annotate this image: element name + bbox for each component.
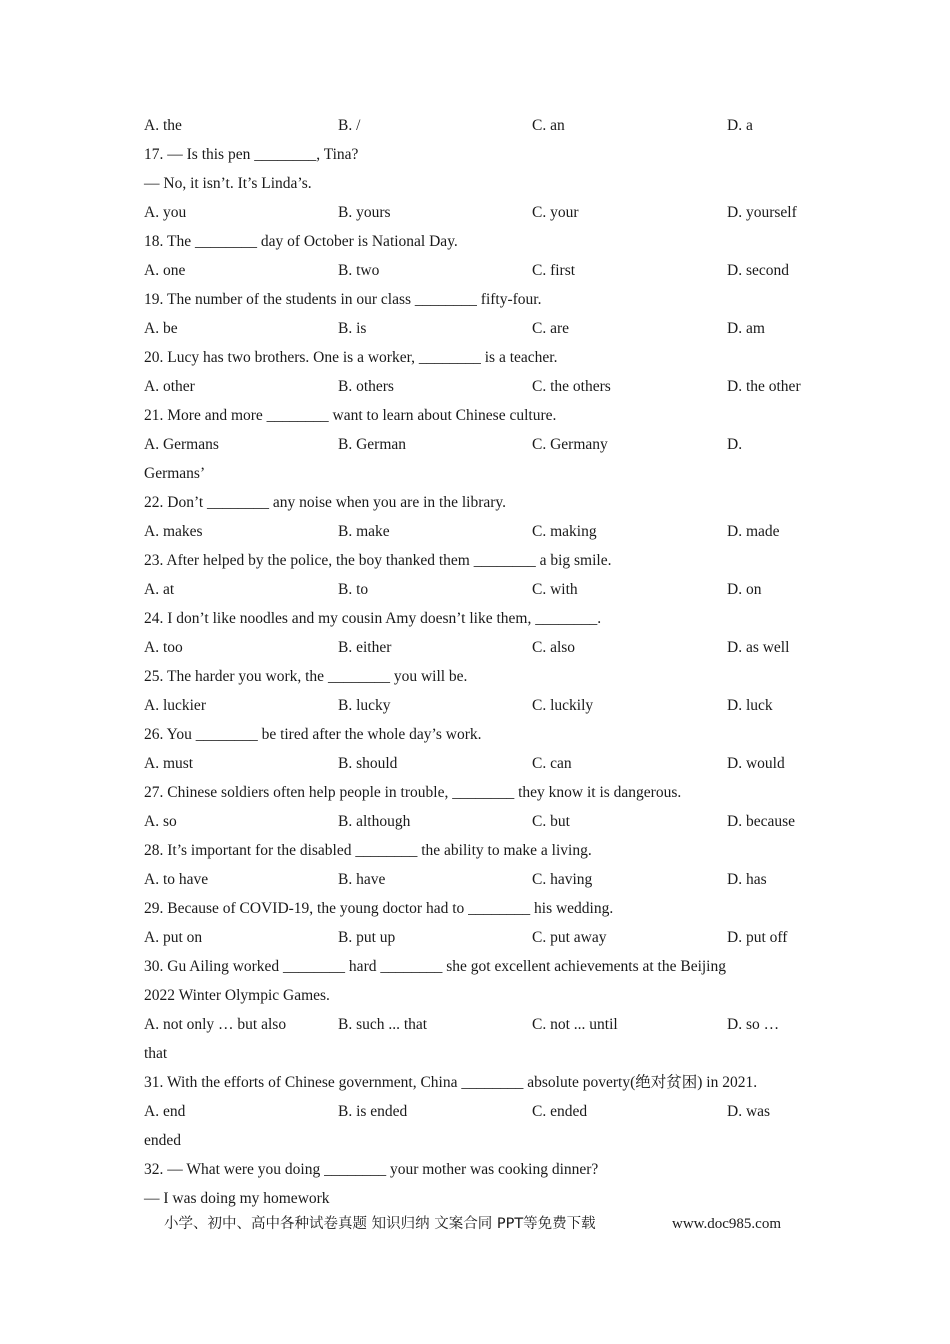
answer-option: B. is (338, 320, 367, 337)
text-line: 27. Chinese soldiers often help people in trouble, ________ they know it is dangerous. (144, 784, 682, 801)
answer-option: D. yourself (727, 204, 797, 221)
answer-option: B. to (338, 581, 369, 598)
text-line: 30. Gu Ailing worked ________ hard ________ she got excellent achievements at the Beijing (144, 958, 726, 975)
answer-option: C. ended (532, 1103, 588, 1120)
text-line: 32. — What were you doing ________ your mother was cooking dinner? (144, 1161, 599, 1178)
text-line: 22. Don’t ________ any noise when you are in the library. (144, 494, 507, 511)
answer-option: D. as well (727, 639, 790, 656)
answer-option: D. luck (727, 697, 773, 714)
answer-option: B. either (338, 639, 392, 656)
answer-option: C. an (532, 117, 565, 134)
answer-option: C. with (532, 581, 578, 598)
answer-option: A. the (144, 117, 182, 134)
answer-option: C. Germany (532, 436, 608, 453)
answer-option: D. would (727, 755, 785, 772)
option-row (144, 314, 814, 343)
answer-option: A. luckier (144, 697, 206, 714)
answer-option: D. a (727, 117, 753, 134)
option-row (144, 691, 814, 720)
text-line: 25. The harder you work, the ________ you will be. (144, 668, 468, 685)
text-line: 23. After helped by the police, the boy thanked them ________ a big smile. (144, 552, 612, 569)
text-line: 17. — Is this pen ________, Tina? (144, 146, 359, 163)
answer-option: C. the others (532, 378, 611, 395)
answer-option: C. are (532, 320, 570, 337)
option-row (144, 749, 814, 778)
answer-option: A. one (144, 262, 186, 279)
answer-option: B. make (338, 523, 390, 540)
text-line: 19. The number of the students in our class ________ fifty-four. (144, 291, 542, 308)
answer-option: D. (727, 436, 743, 453)
text-line: 28. It’s important for the disabled ________ the ability to make a living. (144, 842, 592, 859)
text-line: 26. You ________ be tired after the whole day’s work. (144, 726, 482, 743)
option-row (144, 111, 814, 140)
answer-option: A. at (144, 581, 175, 598)
answer-option: B. German (338, 436, 407, 453)
answer-option: B. should (338, 755, 398, 772)
option-row (144, 372, 814, 401)
text-line: Germans’ (144, 465, 206, 482)
document-body (144, 111, 814, 1213)
text-line: that (144, 1045, 168, 1062)
answer-option: B. lucky (338, 697, 391, 714)
page-footer (164, 1209, 804, 1239)
answer-option: D. the other (727, 378, 801, 395)
option-row (144, 517, 814, 546)
answer-option: A. end (144, 1103, 186, 1120)
answer-option: B. have (338, 871, 386, 888)
answer-option: C. also (532, 639, 576, 656)
text-line: 2022 Winter Olympic Games. (144, 987, 330, 1004)
answer-option: C. first (532, 262, 576, 279)
answer-option: A. Germans (144, 436, 219, 453)
text-line: 20. Lucy has two brothers. One is a worker, ________ is a teacher. (144, 349, 558, 366)
option-row (144, 198, 814, 227)
text-line: 21. More and more ________ want to learn about Chinese culture. (144, 407, 557, 424)
option-row (144, 807, 814, 836)
option-row (144, 575, 814, 604)
text-line: 29. Because of COVID-19, the young doctor had to ________ his wedding. (144, 900, 614, 917)
answer-option: A. you (144, 204, 187, 221)
answer-option: C. not ... until (532, 1016, 618, 1033)
answer-option: B. others (338, 378, 394, 395)
footer-website-link[interactable]: www.doc985.com (672, 1216, 782, 1232)
answer-option: D. put off (727, 929, 788, 946)
answer-option: A. put on (144, 929, 203, 946)
option-row (144, 923, 814, 952)
answer-option: C. luckily (532, 697, 594, 714)
text-line: 18. The ________ day of October is National Day. (144, 233, 458, 250)
answer-option: D. second (727, 262, 789, 279)
text-line: 24. I don’t like noodles and my cousin Amy doesn’t like them, ________. (144, 610, 602, 627)
answer-option: A. makes (144, 523, 203, 540)
option-row (144, 1097, 814, 1126)
answer-option: B. is ended (338, 1103, 408, 1120)
text-line: 31. With the efforts of Chinese government, China ________ absolute poverty(绝对贫困) in 2021. (144, 1074, 758, 1091)
answer-option: C. your (532, 204, 579, 221)
answer-option: A. to have (144, 871, 209, 888)
answer-option: B. although (338, 813, 411, 830)
text-line: — I was doing my homework (144, 1190, 330, 1207)
option-row (144, 865, 814, 894)
answer-option: C. put away (532, 929, 607, 946)
answer-option: A. not only … but also (144, 1016, 287, 1033)
answer-option: C. making (532, 523, 597, 540)
answer-option: A. so (144, 813, 177, 830)
answer-option: B. two (338, 262, 380, 279)
footer-ad-text: 小学、初中、高中各种试卷真题 知识归纳 文案合同 PPT等免费下载 (164, 1216, 596, 1232)
answer-option: A. too (144, 639, 183, 656)
answer-option: D. on (727, 581, 762, 598)
answer-option: A. other (144, 378, 195, 395)
answer-option: B. such ... that (338, 1016, 428, 1033)
answer-option: A. be (144, 320, 178, 337)
answer-option: D. has (727, 871, 767, 888)
answer-option: D. was (727, 1103, 771, 1120)
answer-option: A. must (144, 755, 194, 772)
option-row (144, 633, 814, 662)
answer-option: B. / (338, 117, 361, 134)
answer-option: C. but (532, 813, 570, 830)
answer-option: B. yours (338, 204, 391, 221)
option-row (144, 256, 814, 285)
answer-option: C. can (532, 755, 572, 772)
answer-option: D. because (727, 813, 795, 830)
answer-option: C. having (532, 871, 593, 888)
text-line: — No, it isn’t. It’s Linda’s. (144, 175, 312, 192)
option-row (144, 1010, 814, 1039)
text-line: ended (144, 1132, 182, 1149)
answer-option: D. so … (727, 1016, 780, 1033)
option-row (144, 430, 814, 459)
answer-option: B. put up (338, 929, 396, 946)
answer-option: D. am (727, 320, 765, 337)
answer-option: D. made (727, 523, 780, 540)
